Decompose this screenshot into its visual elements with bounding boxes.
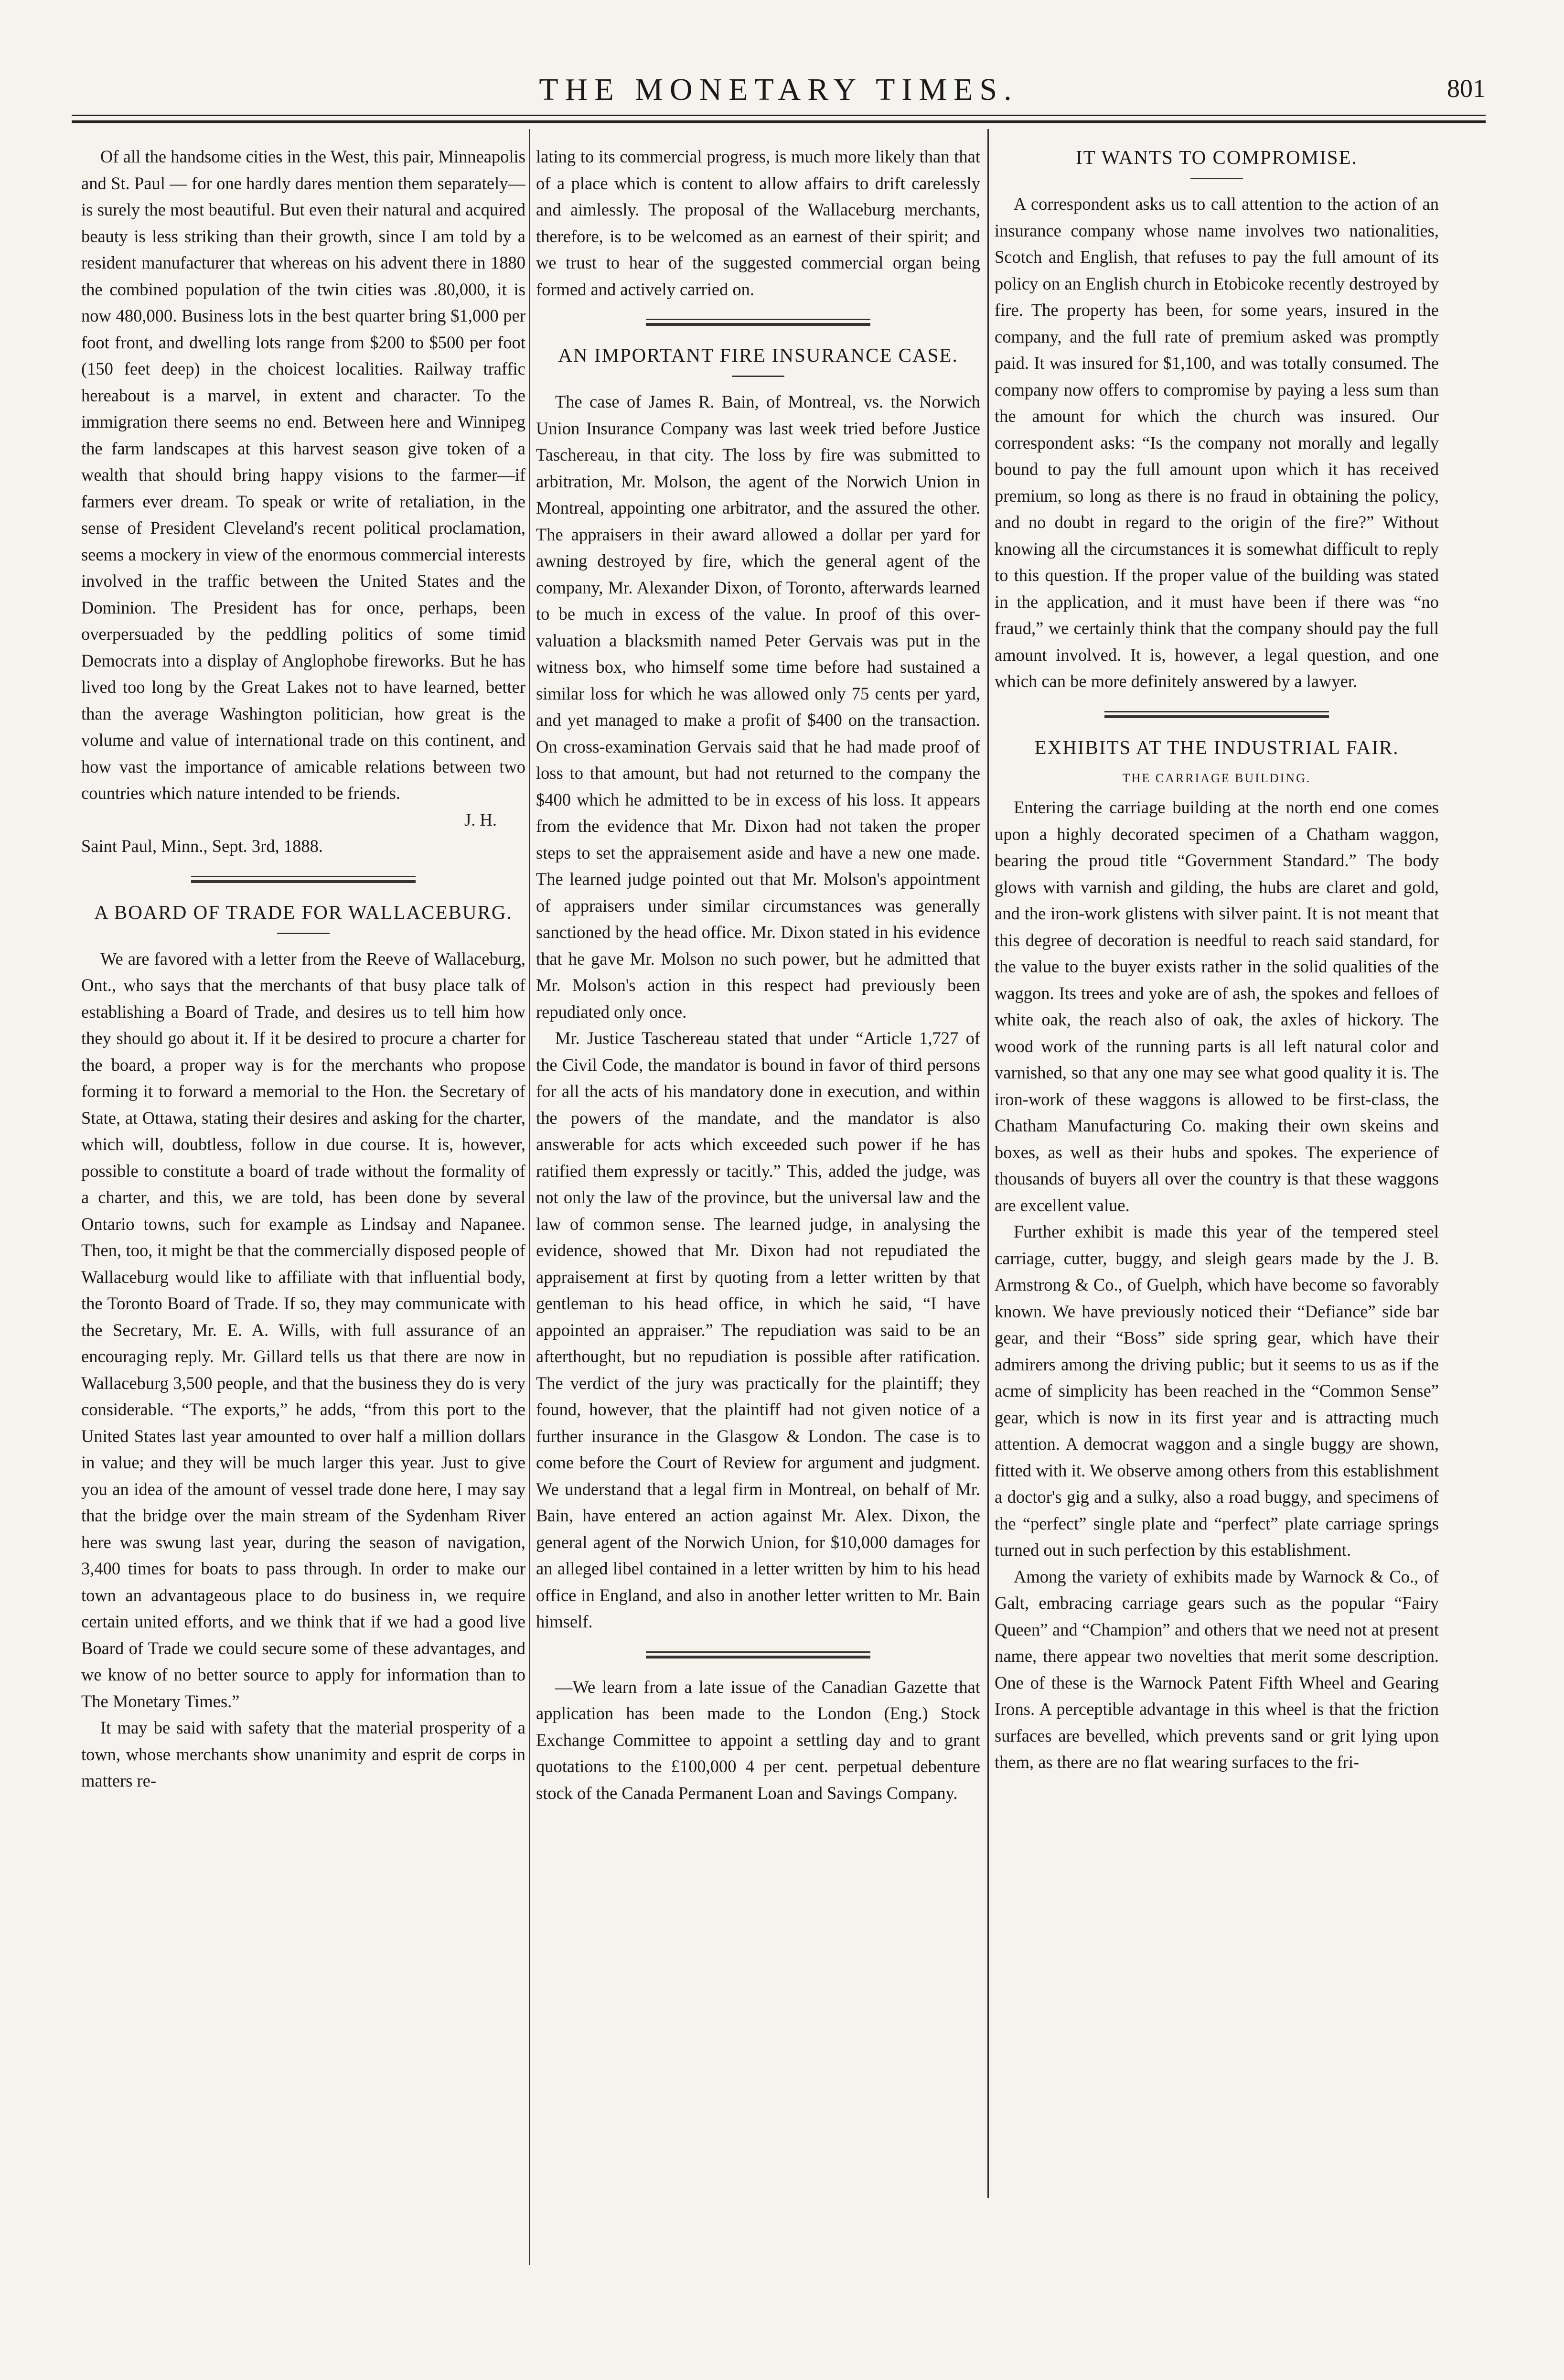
column-1 bbox=[81, 143, 525, 2341]
article-paragraph: The case of James R. Bain, of Montreal, vs. the Norwich Union Insurance Company was last week tried before Justice Taschereau, in that city. The loss by fire was submitted to arbitration, Mr. Molson, the agent of the Norwich Union in Montreal, appointing one arbitrator, and the assured the other. The appraisers in their award allowed a dollar per yard for awning destroyed by fire, which the general agent of the company, Mr. Alexander Dixon, of Toronto, afterwards learned to be much in excess of the value. In proof of this over-valuation a blacksmith named Peter Gervais was put in the witness box, who himself some time before had sustained a similar loss for which he was allowed only 75 cents per yard, and yet managed to make a profit of $400 on the transaction. On cross-examination Gervais said that he had made proof of loss to that amount, but had not returned to the company the $400 which he admitted to be in excess of his loss. It appears from the evidence that Mr. Dixon had not taken the proper steps to set the appraisement aside and have a new one made. The learned judge pointed out that Mr. Molson's appointment of appraisers under similar circumstances was generally sanctioned by the head office. Mr. Dixon stated in his evidence that he gave Mr. Molson no such power, but he admitted that Mr. Molson's action in this respect had previously been repudiated only once. bbox=[536, 392, 980, 1022]
article-paragraph: A correspondent asks us to call attention to the action of an insurance company whose name involves two nationalities, Scotch and English, that refuses to pay the full amount of its policy on an English church in Etobicoke recently destroyed by fire. The property has been, for some years, insured in the company, and the full rate of premium asked was promptly paid. It was insured for $1,100, and was totally consumed. The company now offers to compromise by paying a less sum than the amount for which the church was insured. Our correspondent asks: “Is the company not morally and legally bound to pay the full amount upon which it has received premium, so long as there is no fraud in obtaining the policy, and no doubt in regard to the origin of the fire?” Without knowing all the circumstances it is somewhat difficult to reply to this question. If the proper value of the building was stated in the application, and it must have been if there was “no fraud,” we certainly think that the company should pay the full amount involved. It is, however, a legal question, and one which can be more definitely answered by a lawyer. bbox=[995, 194, 1439, 691]
page-number: 801 bbox=[1447, 74, 1486, 103]
masthead bbox=[72, 72, 1486, 110]
column-3 bbox=[995, 143, 1439, 2341]
article-heading: IT WANTS TO COMPROMISE. bbox=[1076, 146, 1358, 168]
article-heading: A BOARD OF TRADE FOR WALLACEBURG. bbox=[94, 901, 513, 923]
publication-title: THE MONETARY TIMES. bbox=[539, 72, 1018, 107]
article-paragraph: Of all the handsome cities in the West, this pair, Minneapolis and St. Paul — for one hardly dares mention them separately—is surely the most beautiful. But even their natural and acquired beauty is less striking than their growth, since I am told by a resident manufacturer that whereas on his advent there in 1880 the combined population of the twin cities was .80,000, it is now 480,000. Business lots in the best quarter bring $1,000 per foot front, and dwelling lots range from $200 to $500 per foot (150 feet deep) in the choicest localities. Railway traffic hereabout is a marvel, in extent and character. To the immigration there seems no end. Between here and Winnipeg the farm landscapes at this harvest season give token of a wealth that should bring happy visions to the farmer—if farmers ever dream. To speak or write of retaliation, in the sense of President Cleveland's recent political proclamation, seems a mockery in view of the enormous commercial interests involved in the traffic between the United States and the Dominion. The President has for once, perhaps, been overpersuaded by the peddling politics of some timid Democrats into a display of Anglophobe fireworks. But he has lived too long by the Great Lakes not to have learned, better than the average Washington politician, how great is the volume and value of international trade on this continent, and how vast the importance of amicable relations between two countries which nature intended to be friends. bbox=[81, 147, 525, 803]
column-2 bbox=[536, 143, 980, 2341]
masthead-rule-thin bbox=[72, 115, 1486, 116]
article-paragraph: —We learn from a late issue of the Canadian Gazette that application has been made to the London (Eng.) Stock Exchange Committee to appoint a settling day and to grant quotations to the £100,000 4 per cent. perpetual debenture stock of the Canada Permanent Loan and Savings Company. bbox=[536, 1677, 980, 1803]
article-paragraph: Further exhibit is made this year of the tempered steel carriage, cutter, buggy, and sleigh gears made by the J. B. Armstrong & Co., of Guelph, which have become so favorably known. We have previously noticed their “Defiance” side bar gear, and their “Boss” side spring gear, which have their admirers among the driving public; but it seems to us as if the acme of simplicity has been reached in the “Common Sense” gear, which is now in its first year and is attracting much attention. A democrat waggon and a single buggy are shown, fitted with it. We observe among others from this establishment a doctor's gig and a sulky, also a road buggy, and specimens of the “perfect” single plate and “perfect” plate carriage springs turned out in such perfection by this establishment. bbox=[995, 1222, 1439, 1560]
article-subheading: THE CARRIAGE BUILDING. bbox=[1122, 771, 1311, 785]
signature: J. H. bbox=[464, 809, 497, 829]
heading-rule bbox=[277, 933, 330, 934]
article-paragraph: We are favored with a letter from the Reeve of Wallaceburg, Ont., who says that the merchants of that busy place talk of establishing a Board of Trade, and desires us to tell him how they should go about it. If it be desired to procure a charter for the board, a proper way is for the merchants who propose forming it to forward a memorial to the Hon. the Secretary of State, at Ottawa, stating their desires and asking for the charter, which will, doubtless, follow in due course. It is, however, possible to constitute a board of trade without the formality of a charter, and this, we are told, has been done by several Ontario towns, such for example as Lindsay and Napanee. Then, too, it might be that the commercially disposed people of Wallaceburg would like to affiliate with that influential body, the Toronto Board of Trade. If so, they may communicate with the Secretary, Mr. E. A. Wills, with full assurance of an encouraging reply. Mr. Gillard tells us that there are now in Wallaceburg 3,500 people, and that the business they do is very considerable. “The exports,” he adds, “from this port to the United States last year amounted to over half a million dollars in value; and they will be much larger this year. Just to give you an idea of the amount of vessel trade done here, I may say that the bridge over the main stream of the Sydenham River here was swung last year, during the season of navigation, 3,400 times for boats to pass through. In order to make our town an advantageous place to do business in, we require certain united efforts, and we think that if we had a good live Board of Trade we could secure some of these advantages, and we know of no better source to apply for information than to The Monetary Times.” bbox=[81, 948, 525, 1711]
column-divider-1 bbox=[529, 129, 530, 2265]
heading-rule bbox=[732, 376, 784, 377]
dateline: Saint Paul, Minn., Sept. 3rd, 1888. bbox=[81, 836, 323, 856]
article-paragraph: lating to its commercial progress, is much more likely than that of a place which is content to allow affairs to drift carelessly and aimlessly. The proposal of the Wallaceburg merchants, therefore, is to be welcomed as an earnest of their spirit; and we trust to hear of the suggested commercial organ being formed and actively carried on. bbox=[536, 147, 980, 299]
article-paragraph: It may be said with safety that the material prosperity of a town, whose merchants show unanimity and esprit de corps in matters re- bbox=[81, 1718, 525, 1790]
column-divider-2 bbox=[987, 129, 989, 2198]
masthead-rule-thick bbox=[72, 120, 1486, 123]
section-separator bbox=[646, 319, 870, 326]
section-separator bbox=[646, 1651, 870, 1658]
article-paragraph: Entering the carriage building at the north end one comes upon a highly decorated specimen of a Chatham waggon, bearing the proud title “Government Standard.” The body glows with varnish and gilding, the hubs are claret and gold, and the iron-work glistens with silver paint. It is not meant that this degree of decoration is needful to reach said standard, for the value to the buyer exists rather in the solid qualities of the waggon. Its trees and yoke are of ash, the spokes and felloes of white oak, the reach also of oak, the axles of hickory. The wood work of the running parts is all left natural color and varnished, so that any one may see what good quality it is. The iron-work of these waggons is allowed to be first-class, the Chatham Manufacturing Co. making their own skeins and boxes, as well as their hubs and spokes. The experience of thousands of buyers all over the country is that these waggons are excellent value. bbox=[995, 797, 1439, 1215]
section-separator bbox=[191, 876, 416, 883]
heading-rule bbox=[1190, 178, 1243, 179]
article-heading: AN IMPORTANT FIRE INSURANCE CASE. bbox=[558, 344, 958, 366]
article-paragraph: Mr. Justice Taschereau stated that under “Article 1,727 of the Civil Code, the mandator is bound in favor of third persons for all the acts of his mandatory done in execution, and within the powers of the mandate, and the mandator is also answerable for acts which exceeded such power if he has ratified them expressly or tacitly.” This, added the judge, was not only the law of the province, but the universal law and the law of common sense. The learned judge, in analysing the evidence, showed that Mr. Dixon had not repudiated the appraisement at first by quoting from a letter written by that gentleman to his head office, in which he said, “I have appointed an appraiser.” The repudiation was said to be an afterthought, but no repudiation is possible after ratification. The verdict of the jury was practically for the plaintiff; they found, however, that the plaintiff had not given notice of a further insurance in the Glasgow & London. The case is to come before the Court of Review for argument and judgment. We understand that a legal firm in Montreal, on behalf of Mr. Bain, have entered an action against Mr. Alex. Dixon, the general agent of the Norwich Union, for $10,000 damages for an alleged libel contained in a letter written by him to his head office in England, and also in another letter written to Mr. Bain himself. bbox=[536, 1028, 980, 1631]
article-paragraph: Among the variety of exhibits made by Warnock & Co., of Galt, embracing carriage gears such as the popular “Fairy Queen” and “Champion” and others that we need not at present name, there appear two novelties that merit some description. One of these is the Warnock Patent Fifth Wheel and Gearing Irons. A perceptible advantage in this wheel is that the friction surfaces are bevelled, which prevents sand or grit lying upon them, as there are no flat wearing surfaces to the fri- bbox=[995, 1566, 1439, 1772]
article-heading: EXHIBITS AT THE INDUSTRIAL FAIR. bbox=[1034, 736, 1399, 758]
section-separator bbox=[1104, 711, 1329, 718]
